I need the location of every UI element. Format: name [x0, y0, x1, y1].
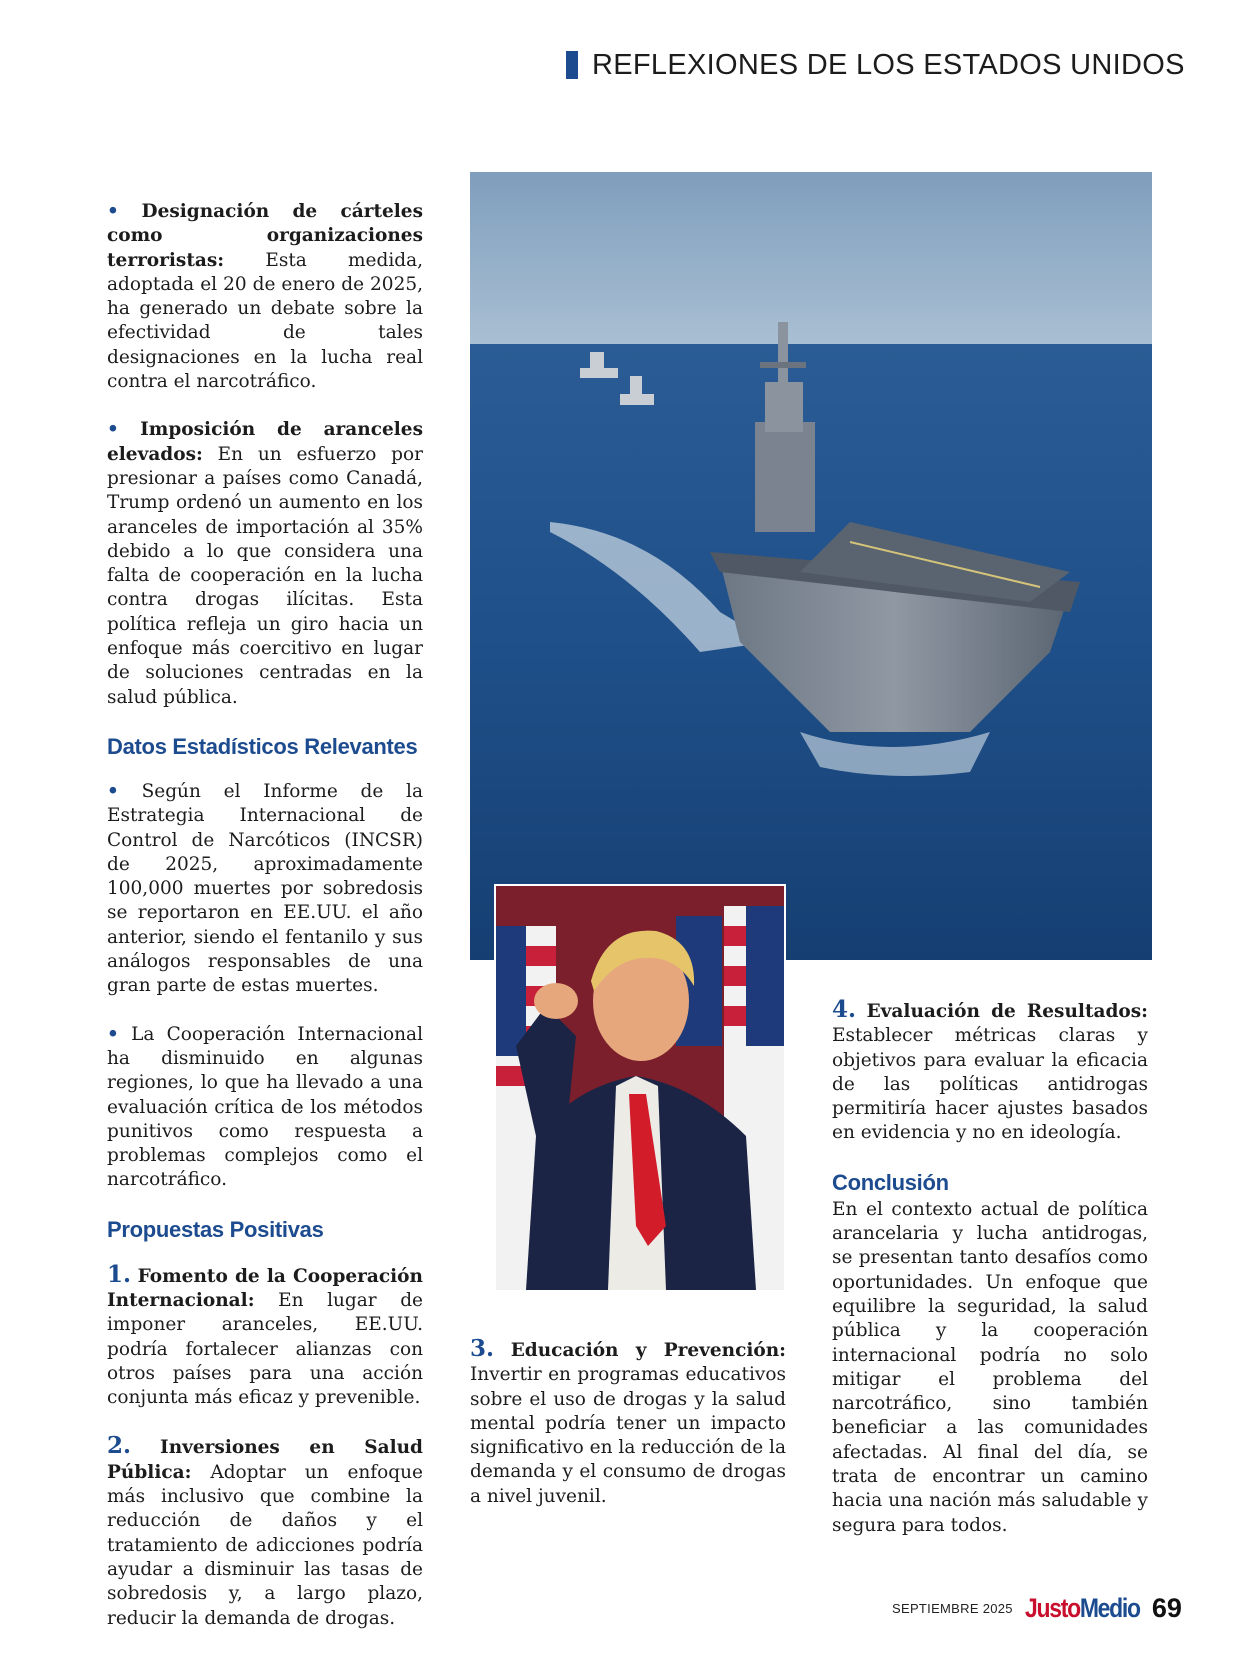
paragraph-international-cooperation [107, 1023, 423, 1193]
paragraph-conclusion: En el contexto actual de política arancelaria y lucha antidrogas, se presentan tanto desafíos como oportunidades. Un enfoque que equilibre la seguridad, la salud pública y la cooperación internacional podría no solo mitigar el problema del narcotráfico, sino también beneficiar a las comunidades afectadas. Al final del día, se trata de encontrar un camino hacia una nación más saludable y segura para todos. [832, 1198, 1148, 1536]
paragraph-body: Según el Informe de la Estrategia Internacional de Control de Narcóticos (INCSR) de 2025, aproximadamente 100,000 muertes por sobredosis se reportaron en EE.UU. el año anterior, siendo el fentanilo y sus análogos responsables de una gran parte de estas muertes. [107, 780, 423, 997]
proposal-body: Adoptar un enfoque más inclusivo que combine la reducción de daños y el tratamiento de adicciones podría ayudar a disminuir las tasas de sobredosis y, a largo plazo, reducir la demanda de drogas. [107, 1461, 423, 1629]
article-column-right [832, 998, 1148, 1562]
section-title: REFLEXIONES DE LOS ESTADOS UNIDOS [592, 48, 1185, 81]
proposal-item-3 [470, 1337, 786, 1509]
bullet-marker: • [107, 1023, 119, 1045]
heading-proposals: Propuestas Positivas [107, 1216, 324, 1242]
section-header-accent-bar [566, 51, 578, 79]
portrait-illustration [496, 886, 784, 1290]
proposal-lead: Educación y Prevención: [510, 1340, 787, 1361]
logo-part-medio: Medio [1079, 1593, 1140, 1623]
ship-illustration [470, 172, 1152, 960]
article-column-left [107, 200, 423, 1655]
page-footer [892, 1584, 1182, 1624]
paragraph-incsr-report [107, 780, 423, 999]
magazine-logo [1025, 1593, 1140, 1624]
heading-statistics: Datos Estadísticos Relevantes [107, 733, 418, 759]
proposal-item-2 [107, 1434, 423, 1630]
page-number: 69 [1151, 1593, 1182, 1623]
proposal-lead: Evaluación de Resultados: [866, 1001, 1148, 1022]
proposal-item-4 [832, 998, 1148, 1146]
photo-aircraft-carrier [470, 172, 1152, 960]
paragraph-tariffs [107, 418, 423, 710]
paragraph-lead: Designación de cárteles como organizaciones terroristas: [107, 201, 423, 271]
proposal-number: 3. [470, 1335, 495, 1362]
paragraph-body: La Cooperación Internacional ha disminuido en algunas regiones, lo que ha llevado a una evaluación crítica de los métodos punitivos como respuesta a problemas complejos como el narcotráfico. [107, 1023, 423, 1191]
photo-portrait [494, 884, 786, 1292]
proposal-lead: Inversiones en Salud Pública: [107, 1437, 423, 1483]
bullet-marker: • [107, 201, 119, 222]
proposal-body: Establecer métricas claras y objetivos para evaluar la eficacia de las políticas antidrogas permitiría hacer ajustes basados en evidencia y no en ideología. [832, 1025, 1148, 1144]
bullet-marker: • [107, 780, 119, 802]
proposal-number: 2. [107, 1432, 132, 1460]
issue-date: SEPTIEMBRE 2025 [892, 1601, 1013, 1616]
heading-conclusion: Conclusión [832, 1169, 949, 1195]
section-header [566, 50, 1185, 80]
logo-part-justo: Justo [1024, 1593, 1080, 1623]
paragraph-body: Esta medida, adoptada el 20 de enero de 2025, ha generado un debate sobre la efectividad de tales designaciones en la lucha real contra el narcotráfico. [107, 249, 423, 393]
paragraph-lead: Imposición de aranceles elevados: [107, 419, 423, 465]
paragraph-body: En un esfuerzo por presionar a países como Canadá, Trump ordenó un aumento en los aranceles de importación al 35% debido a lo que considera una falta de cooperación en la lucha contra drogas ilícitas. Esta política refleja un giro hacia un enfoque más coercitivo en lugar de soluciones centradas en la salud pública. [107, 443, 423, 708]
article-column-middle [470, 1337, 786, 1533]
proposal-body: En lugar de imponer aranceles, EE.UU. podría fortalecer alianzas con otros países para una acción conjunta más eficaz y prevenible. [107, 1289, 423, 1409]
proposal-body: Invertir en programas educativos sobre el uso de drogas y la salud mental podría tener un impacto significativo en la reducción de la demanda y el consumo de drogas a nivel juvenil. [470, 1364, 786, 1507]
bullet-marker: • [107, 419, 119, 441]
proposal-number: 1. [107, 1260, 132, 1288]
proposal-number: 4. [832, 996, 857, 1023]
proposal-lead: Fomento de la Cooperación Internacional: [107, 1265, 423, 1311]
paragraph-cartel-designation [107, 200, 423, 394]
proposal-item-1 [107, 1260, 423, 1411]
